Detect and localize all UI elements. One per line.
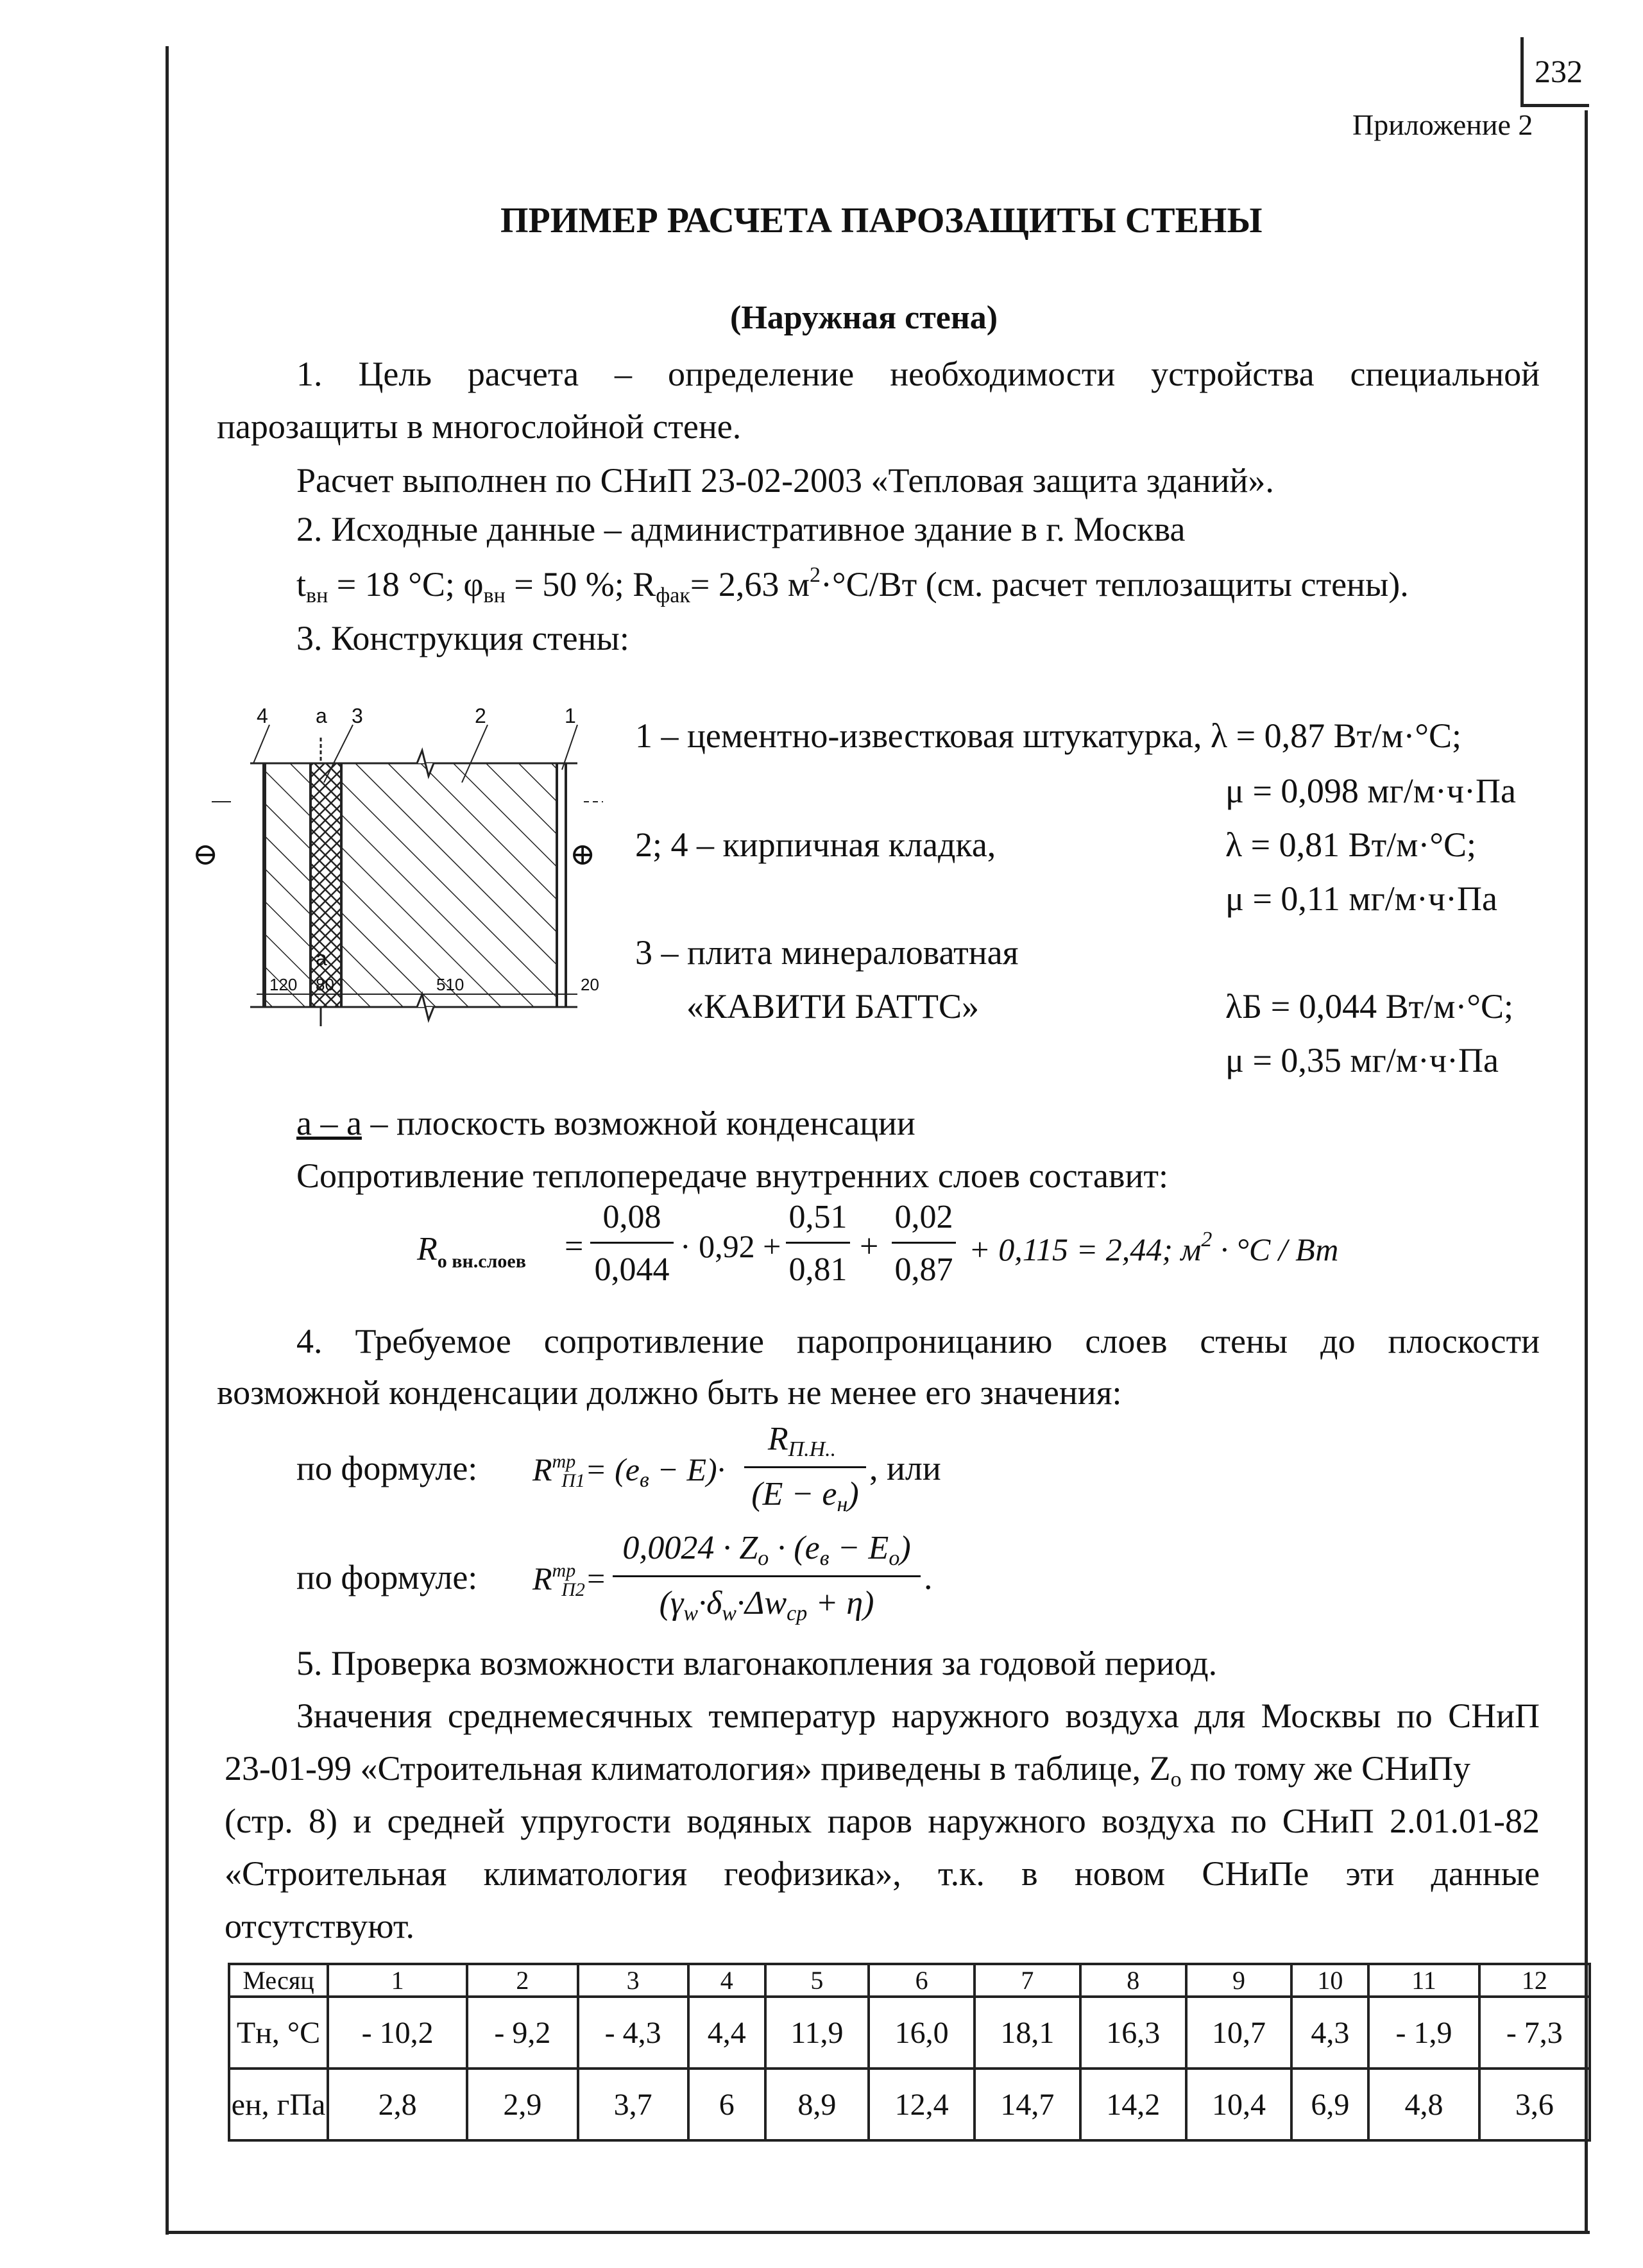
table-cell: 6,9: [1291, 2069, 1368, 2140]
layer-3-description: 3 – плита минераловатная: [635, 933, 1019, 972]
table-cell: 3,6: [1479, 2069, 1590, 2140]
table-month: 7: [975, 1964, 1080, 1997]
table-cell: - 9,2: [467, 1997, 577, 2069]
layer-1-mu: μ = 0,098 мг/м·ч·Па: [1225, 772, 1516, 810]
resistance-intro: Сопротивление теплопередаче внутренних слоев составит:: [296, 1156, 1168, 1195]
table-cell: 11,9: [765, 1997, 869, 2069]
table-month: 5: [765, 1964, 869, 1997]
table-row-label: Tн, °С: [229, 1997, 328, 2069]
table-month: 8: [1080, 1964, 1186, 1997]
page-number: 232: [1535, 53, 1583, 89]
table-row-vapor-pressure: [229, 2069, 1590, 2140]
table-header-row: [229, 1964, 1590, 1997]
paragraph-5b-line-3: (стр. 8) и средней упругости водяных паров наружного воздуха по СНиП 2.01.01-82: [225, 1802, 1540, 1840]
layer-4-brick: [264, 763, 311, 1007]
dim-510: 510: [436, 975, 464, 994]
layer-2-description: 2; 4 – кирпичная кладка,: [635, 825, 996, 864]
table-month: 1: [328, 1964, 467, 1997]
layer-3-insulation: [311, 763, 341, 1007]
table-cell: 4,3: [1291, 1997, 1368, 2069]
page-frame-left: [166, 46, 169, 2235]
table-cell: - 1,9: [1368, 1997, 1479, 2069]
layer-3-lambda: λБ = 0,044 Вт/м·°С;: [1225, 987, 1514, 1026]
paragraph-2: 2. Исходные данные – административное здание в г. Москва: [296, 510, 1186, 548]
appendix-label: Приложение 2: [1352, 108, 1533, 141]
table-month: 4: [688, 1964, 765, 1997]
table-month: 9: [1186, 1964, 1292, 1997]
wall-label-a-top: a: [316, 704, 327, 727]
table-month: 10: [1291, 1964, 1368, 1997]
paragraph-4-line-2: возможной конденсации должно быть не менее его значения:: [217, 1373, 1122, 1412]
page-frame-bottom: [166, 2231, 1590, 2234]
table-header-label: Месяц: [229, 1964, 328, 1997]
table-cell: 18,1: [975, 1997, 1080, 2069]
table-cell: 2,8: [328, 2069, 467, 2140]
plus-icon: ⊕: [570, 838, 596, 872]
table-cell: 4,8: [1368, 2069, 1479, 2140]
table-cell: 8,9: [765, 2069, 869, 2140]
table-cell: - 10,2: [328, 1997, 467, 2069]
paragraph-5b-line-2: 23-01-99 «Строительная климатология» приведены в таблице, $Z_о$ по тому же СНиПу: [225, 1749, 1471, 1791]
page-frame-right: [1585, 110, 1588, 2233]
table-month: 2: [467, 1964, 577, 1997]
table-month: 6: [869, 1964, 975, 1997]
table-cell: - 7,3: [1479, 1997, 1590, 2069]
layer-3-name: «КАВИТИ БАТТС»: [686, 987, 980, 1026]
table-month: 12: [1479, 1964, 1590, 1997]
table-cell: - 4,3: [578, 1997, 688, 2069]
page-subtitle: (Наружная стена): [730, 300, 998, 336]
layer-2-brick: [341, 763, 557, 1007]
table-cell: 2,9: [467, 2069, 577, 2140]
condensation-plane-line: а – а – плоскость возможной конденсации: [296, 1104, 915, 1142]
table-cell: 3,7: [578, 2069, 688, 2140]
page-title: ПРИМЕР РАСЧЕТА ПАРОЗАЩИТЫ СТЕНЫ: [500, 201, 1263, 241]
dim-80: 80: [316, 975, 334, 994]
table-month: 11: [1368, 1964, 1479, 1997]
layer-1-plaster: [557, 763, 566, 1007]
wall-label-a-bottom: a: [316, 947, 327, 970]
table-cell: 16,3: [1080, 1997, 1186, 2069]
paragraph-1-line-2: парозащиты в многослойной стене.: [217, 407, 742, 446]
table-cell: 6: [688, 2069, 765, 2140]
paragraph-5b-line-4: «Строительная климатология геофизика», т.к. в новом СНиПе эти данные: [225, 1854, 1540, 1893]
paragraph-1b: Расчет выполнен по СНиП 23-02-2003 «Тепловая защита зданий».: [296, 461, 1274, 500]
layer-1-description: 1 – цементно-известковая штукатурка, λ = 0,87 Вт/м·°С;: [635, 716, 1462, 755]
paragraph-1-line-1: 1. Цель расчета – определение необходимости устройства специальной: [296, 355, 1540, 393]
minus-icon: ⊖: [192, 838, 219, 872]
table-cell: 4,4: [688, 1997, 765, 2069]
wall-diagram: [192, 699, 629, 1033]
table-cell: 10,7: [1186, 1997, 1292, 2069]
initial-data-line: $t_{вн} = 18$ °С; $\varphi_{вн} = 50$ %; $R_{фак}= 2,63$ $м^2\cdot^\circ С/Вт$ (см. расчет теплозащиты стены).: [296, 563, 1409, 607]
paragraph-5b-line-1: Значения среднемесячных температур наружного воздуха для Москвы по СНиП: [296, 1697, 1540, 1735]
wall-label-3: 3: [352, 704, 363, 727]
table-row-label: eн, гПа: [229, 2069, 328, 2140]
layer-3-mu: μ = 0,35 мг/м·ч·Па: [1225, 1041, 1499, 1079]
layer-2-mu: μ = 0,11 мг/м·ч·Па: [1225, 879, 1497, 918]
table-month: 3: [578, 1964, 688, 1997]
table-cell: 16,0: [869, 1997, 975, 2069]
paragraph-5b-line-5: отсутствуют.: [225, 1907, 414, 1945]
wall-label-1: 1: [565, 704, 576, 727]
paragraph-5: 5. Проверка возможности влагонакопления за годовой период.: [296, 1644, 1218, 1682]
table-row-temperature: [229, 1997, 1590, 2069]
wall-label-2: 2: [475, 704, 486, 727]
dim-120: 120: [269, 975, 298, 994]
paragraph-4-line-1: 4. Требуемое сопротивление паропроницанию слоев стены до плоскости: [296, 1322, 1540, 1360]
table-cell: 12,4: [869, 2069, 975, 2140]
table-cell: 10,4: [1186, 2069, 1292, 2140]
climate-table: [228, 1963, 1591, 2142]
layer-2-lambda: λ = 0,81 Вт/м·°С;: [1225, 825, 1477, 864]
paragraph-3: 3. Конструкция стены:: [296, 619, 629, 657]
wall-label-4: 4: [257, 704, 268, 727]
table-cell: 14,2: [1080, 2069, 1186, 2140]
dim-20: 20: [581, 975, 599, 994]
table-cell: 14,7: [975, 2069, 1080, 2140]
